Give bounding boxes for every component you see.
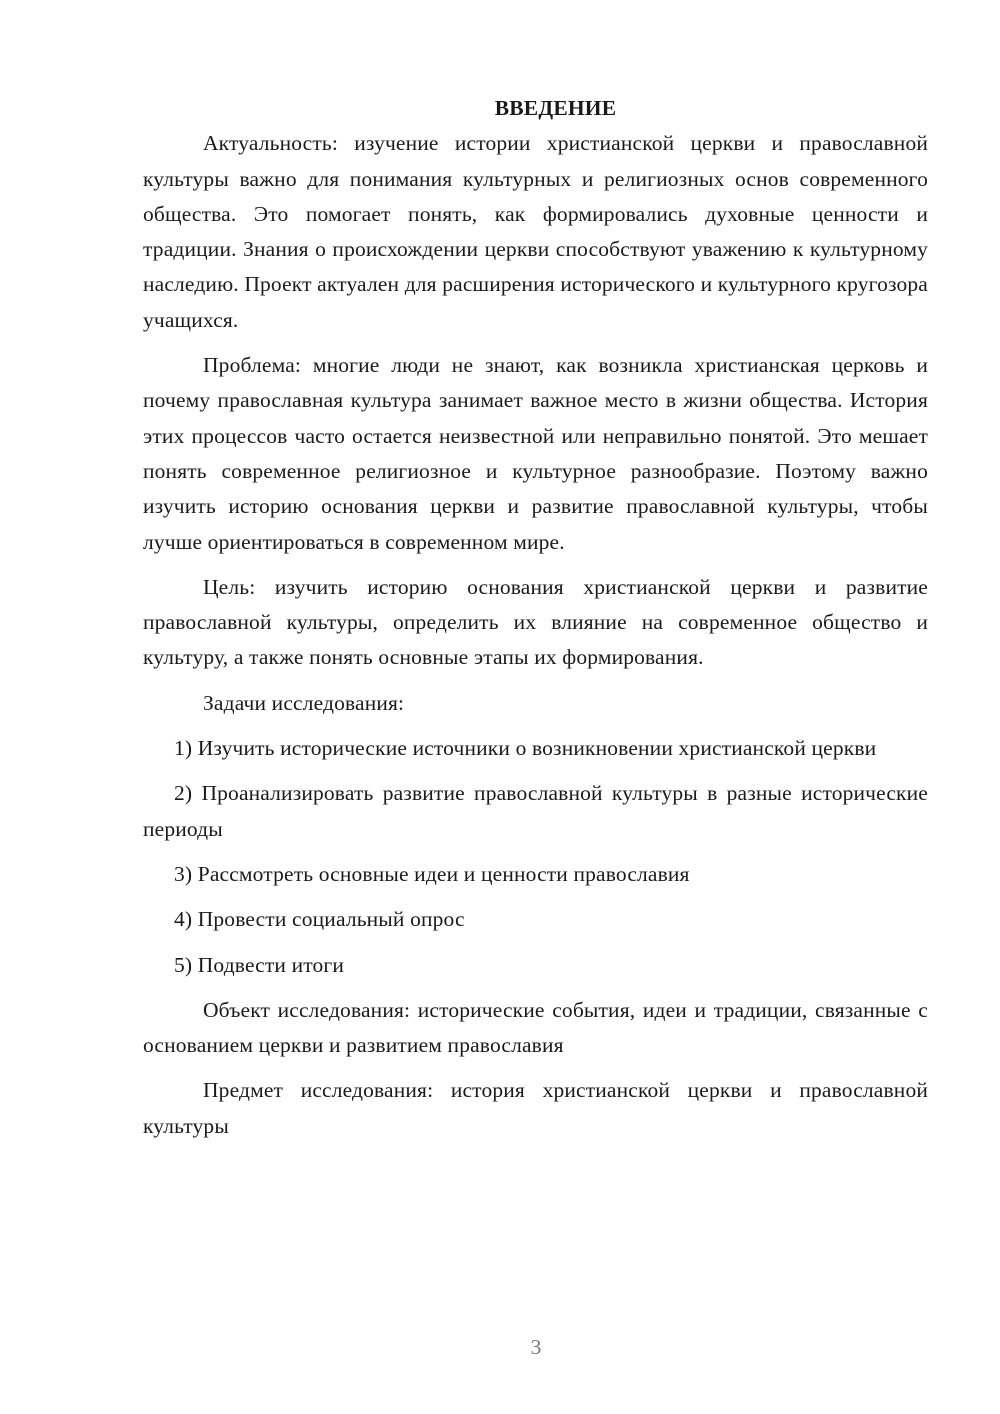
object-paragraph: Объект исследования: исторические события, идеи и традиции, связанные с основанием церкви и развитием православия [143, 997, 928, 1058]
problem-paragraph: Проблема: многие люди не знают, как возникла христианская церковь и почему православная культура занимает важное место в жизни общества. История этих процессов часто остается неизвестной или неправильно понятой. Это мешает понять современное религиозное и культурное разнообразие. Поэтому важно изучить историю основания церкви и развитие православной культуры, чтобы лучше ориентироваться в современном мире. [143, 353, 928, 554]
task-item-5: 5) Подвести итоги [174, 952, 345, 977]
task-item-4: 4) Провести социальный опрос [174, 907, 465, 932]
goal-paragraph: Цель: изучить историю основания христианской церкви и развитие православной культуры, определить их влияние на современное общество и культуру, а также понять основные этапы их формирования. [143, 574, 928, 670]
page-body [143, 91, 928, 1144]
relevance-paragraph: Актуальность: изучение истории христианской церкви и православной культуры важно для понимания культурных и религиозных основ современного общества. Это помогает понять, как формировались духовные ценности и традиции. Знания о происхождении церкви способствуют уважению к культурному наследию. Проект актуален для расширения исторического и культурного кругозора учащихся. [143, 131, 928, 332]
task-item-2: 2) Проанализировать развитие православной культуры в разные исторические периоды [143, 781, 928, 841]
task-item-3: 3) Рассмотреть основные идеи и ценности православия [174, 861, 690, 886]
tasks-heading: Задачи исследования: [203, 690, 405, 715]
page-title: ВВЕДЕНИЕ [494, 96, 617, 120]
page-number: 3 [530, 1335, 542, 1359]
subject-paragraph: Предмет исследования: история христианской церкви и православной культуры [143, 1078, 928, 1138]
task-item-1: 1) Изучить исторические источники о возникновении христианской церкви [174, 736, 877, 761]
